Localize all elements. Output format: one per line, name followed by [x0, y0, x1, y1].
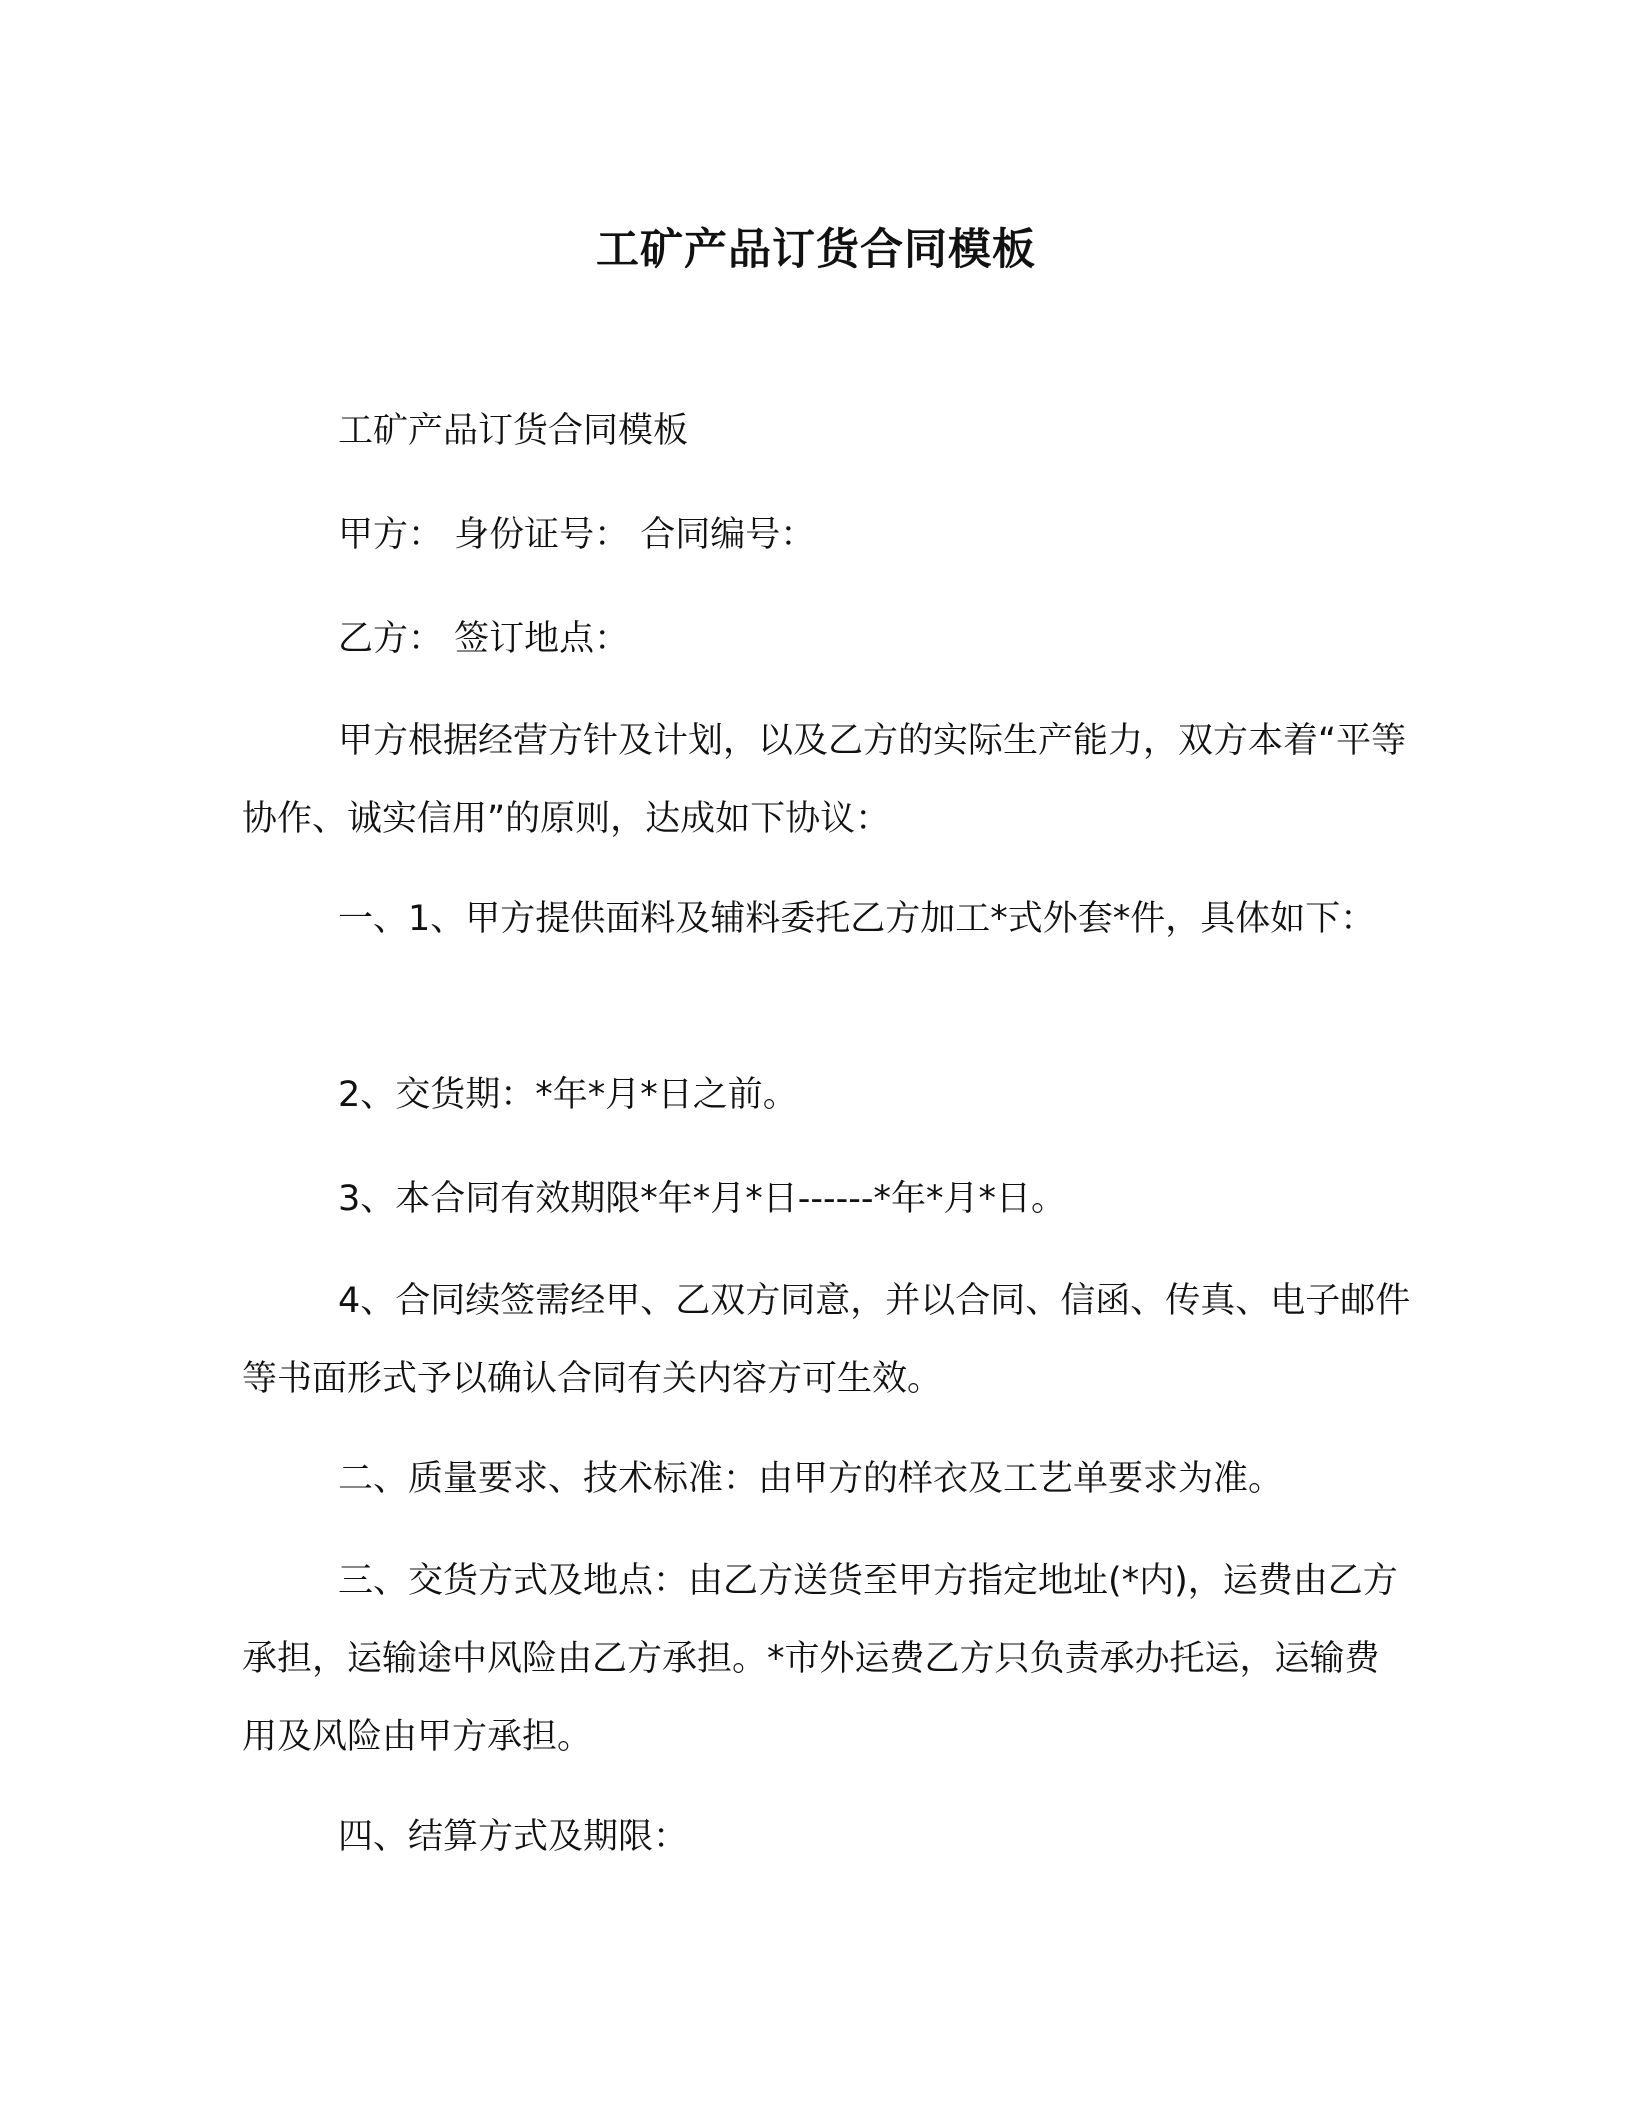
paragraph-preamble: 甲方根据经营方针及计划，以及乙方的实际生产能力，双方本着“平等协作、诚实信用”的原则，达成如下协议：: [242, 721, 1407, 839]
paragraph-clause-1-1: 一、1、甲方提供面料及辅料委托乙方加工*式外套*件，具体如下：: [338, 899, 1376, 939]
paragraph-party-b: 乙方： 签订地点：: [338, 619, 630, 659]
paragraph-heading: 工矿产品订货合同模板: [338, 411, 689, 451]
paragraph-clause-4: 四、结算方式及期限：: [338, 1817, 689, 1857]
paragraph-party-a: 甲方： 身份证号： 合同编号：: [338, 515, 816, 555]
paragraph-clause-1-2: 2、交货期：*年*月*日之前。: [338, 1075, 798, 1115]
paragraph-clause-1-3: 3、本合同有效期限*年*月*日------*年*月*日。: [338, 1179, 1067, 1219]
paragraph-clause-3: 三、交货方式及地点：由乙方送货至甲方指定地址(*内)，运费由乙方承担，运输途中风险由乙方承担。*市外运费乙方只负责承办托运，运输费用及风险由甲方承担。: [242, 1561, 1398, 1757]
paragraph-clause-2: 二、质量要求、技术标准：由甲方的样衣及工艺单要求为准。: [338, 1459, 1284, 1499]
document-title: 工矿产品订货合同模板: [596, 225, 1036, 275]
paragraph-clause-1-4: 4、合同续签需经甲、乙双方同意，并以合同、信函、传真、电子邮件等书面形式予以确认合同有关内容方可生效。: [242, 1281, 1411, 1399]
